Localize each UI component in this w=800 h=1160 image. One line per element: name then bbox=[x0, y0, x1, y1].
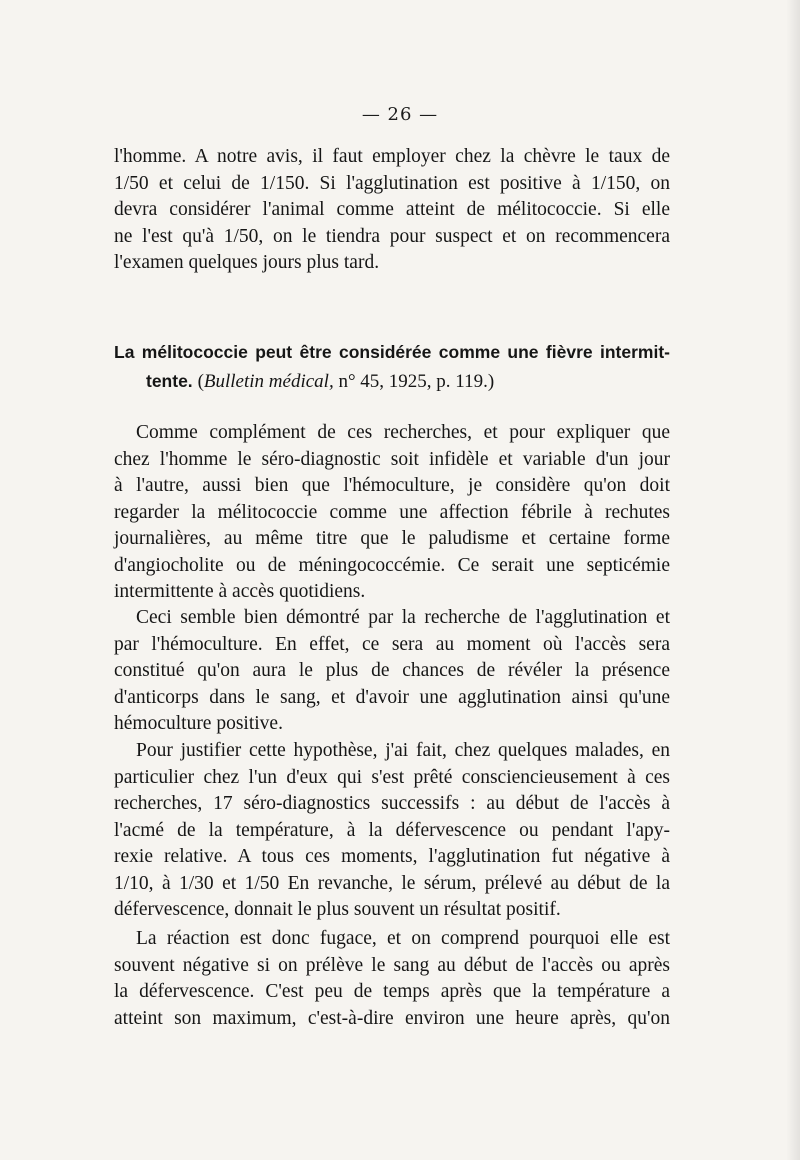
heading-line bbox=[114, 367, 670, 396]
text-line: journalières, au même titre que le paludisme et certaine forme bbox=[114, 528, 670, 549]
text-line: d'angiocholite ou de méningococcémie. Ce serait une septicémie bbox=[114, 554, 670, 576]
paragraph-1 bbox=[114, 144, 670, 277]
text-line: La réaction est donc fugace, et on comprend pourquoi elle est bbox=[136, 928, 670, 949]
text-line: défervescence, donnait le plus souvent un résultat positif. bbox=[114, 899, 561, 920]
text-line: d'anticorps dans le sang, et d'avoir une agglutination ainsi qu'une bbox=[114, 686, 670, 708]
text-line: Comme complément de ces recherches, et pour expliquer que bbox=[136, 422, 670, 443]
text-line: recherches, 17 séro-diagnostics successifs : au début de l'accès à bbox=[114, 793, 670, 814]
reference-open: ( bbox=[197, 371, 204, 392]
heading-continuation: tente. bbox=[146, 371, 193, 391]
text-line: hémoculture positive. bbox=[114, 713, 283, 734]
paragraph-2 bbox=[114, 420, 670, 606]
text-line: souvent négative si on prélève le sang au début de l'accès ou après bbox=[114, 954, 670, 976]
text-line: atteint son maximum, c'est-à-dire environ une heure après, qu'on bbox=[114, 1007, 670, 1029]
text-line: l'homme. A notre avis, il faut employer chez la chèvre le taux de bbox=[114, 146, 670, 167]
text-line: chez l'homme le séro-diagnostic soit infidèle et variable d'un jour bbox=[114, 448, 670, 470]
text-line: ne l'est qu'à 1/50, on le tiendra pour suspect et on recommencera bbox=[114, 225, 670, 247]
text-line: devra considérer l'animal comme atteint de mélitococcie. Si elle bbox=[114, 199, 670, 220]
text-line: 1/10, à 1/30 et 1/50 En revanche, le sérum, prélevé au début de la bbox=[114, 872, 670, 894]
page-edge-shadow bbox=[786, 0, 800, 1160]
text-line: l'examen quelques jours plus tard. bbox=[114, 252, 380, 273]
heading-reference bbox=[198, 371, 495, 392]
paragraph-5 bbox=[114, 926, 670, 1032]
heading-line: La mélitococcie peut être considérée comme une fièvre intermit- bbox=[114, 342, 670, 362]
text-line: intermittente à accès quotidiens. bbox=[114, 581, 366, 602]
reference-details: n° 45, 1925, p. 119.) bbox=[338, 371, 495, 392]
text-line: 1/50 et celui de 1/150. Si l'agglutination est positive à 1/150, on bbox=[114, 172, 670, 194]
text-line: la défervescence. C'est peu de temps après que la température a bbox=[114, 981, 670, 1002]
text-line: rexie relative. A tous ces moments, l'agglutination fut négative à bbox=[114, 846, 670, 867]
text-line: par l'hémoculture. En effet, ce sera au moment où l'accès sera bbox=[114, 633, 670, 655]
text-line: à l'autre, aussi bien que l'hémoculture, je considère qu'on doit bbox=[114, 475, 670, 496]
text-line: l'acmé de la température, à la défervescence ou pendant l'apy- bbox=[114, 819, 670, 841]
paragraph-3 bbox=[114, 605, 670, 738]
paragraph-4 bbox=[114, 738, 670, 924]
text-line: Ceci semble bien démontré par la recherche de l'agglutination et bbox=[136, 607, 670, 628]
text-line: regarder la mélitococcie comme une affection fébrile à rechutes bbox=[114, 501, 670, 523]
reference-journal: Bulletin médical, bbox=[203, 371, 334, 392]
text-line: constitué qu'on aura le plus de chances de révéler la présence bbox=[114, 660, 670, 681]
text-line: particulier chez l'un d'eux qui s'est prêté consciencieusement à ces bbox=[114, 766, 670, 788]
text-line: Pour justifier cette hypothèse, j'ai fait, chez quelques malades, en bbox=[136, 740, 670, 761]
section-heading bbox=[114, 338, 670, 396]
page-number: — 26 — bbox=[361, 104, 439, 125]
